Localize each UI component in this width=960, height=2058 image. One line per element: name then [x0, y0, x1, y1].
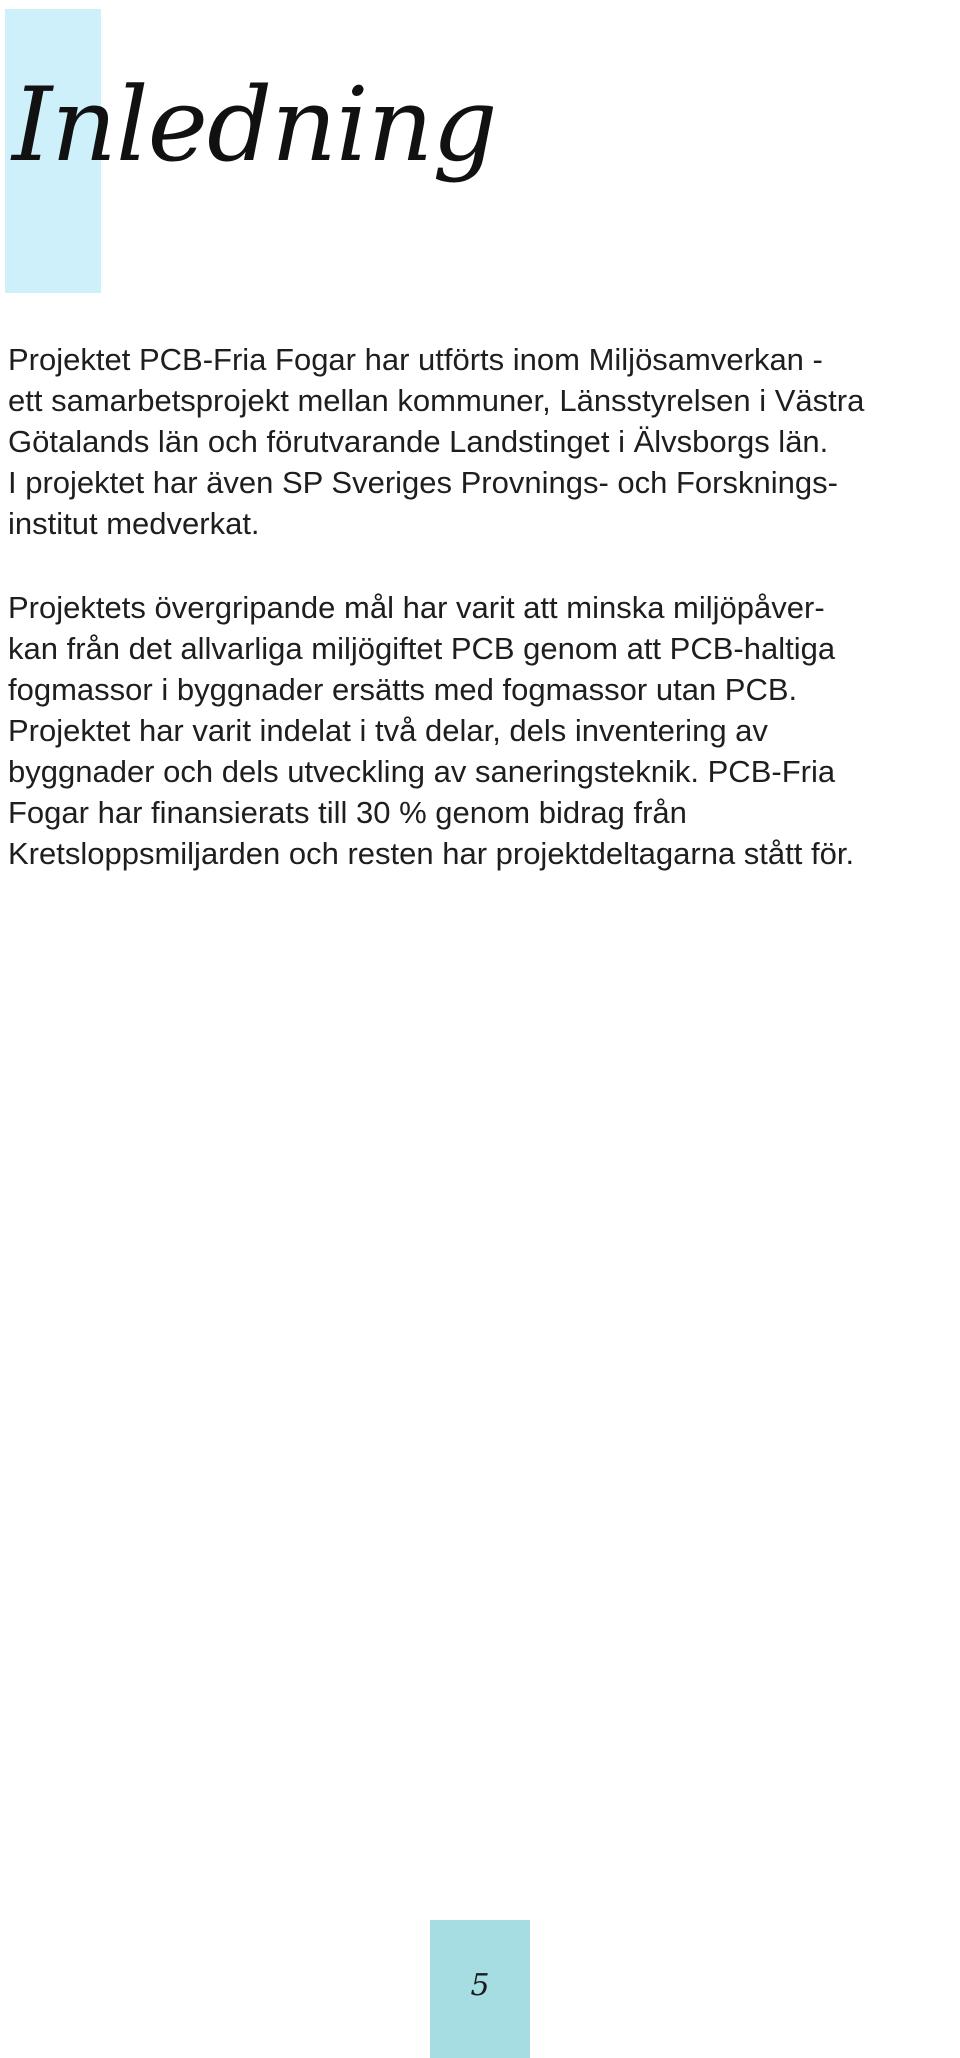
text-line: institut medverkat. [8, 506, 260, 541]
text-line: kan från det allvarliga miljögiftet PCB genom att PCB-haltiga [8, 631, 836, 666]
text-line: Projektets övergripande mål har varit att minska miljöpåver- [8, 590, 825, 625]
text-line: Fogar har finansierats till 30 % genom bidrag från [8, 795, 687, 830]
text-line: Götalands län och förutvarande Landstinget i Älvsborgs län. [8, 424, 829, 459]
text-line: ett samarbetsprojekt mellan kommuner, Länsstyrelsen i Västra [8, 383, 865, 418]
text-line: Kretsloppsmiljarden och resten har projektdeltagarna stått för. [8, 836, 855, 871]
paragraph-intro [8, 339, 958, 544]
text-line: byggnader och dels utveckling av saneringsteknik. PCB-Fria [8, 754, 836, 789]
text-line: Projektet PCB-Fria Fogar har utförts inom Miljösamverkan - [8, 342, 823, 377]
page-title: Inledning [12, 66, 497, 185]
page-number-block [430, 1920, 530, 2058]
page-number: 5 [470, 1968, 490, 2003]
text-line: Projektet har varit indelat i två delar, dels inventering av [8, 713, 768, 748]
text-line: fogmassor i byggnader ersätts med fogmassor utan PCB. [8, 672, 798, 707]
text-line: I projektet har även SP Sveriges Provnings- och Forsknings- [8, 465, 838, 500]
paragraph-goals [8, 587, 958, 874]
